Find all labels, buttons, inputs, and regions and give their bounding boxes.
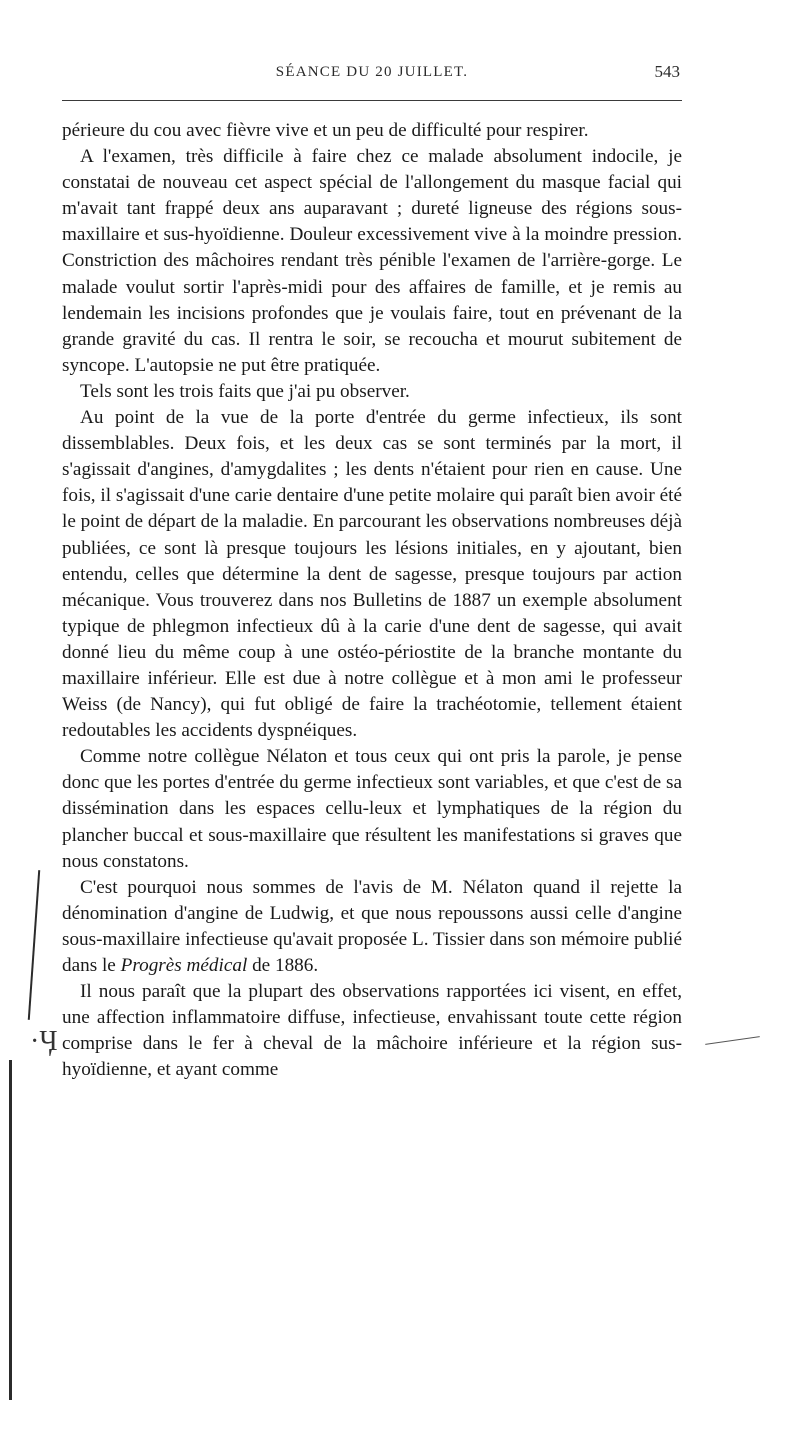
paragraph-1: périeure du cou avec fièvre vive et un peu de difficulté pour respirer. (62, 120, 589, 141)
header-rule (62, 100, 682, 101)
paragraph-6-text: C'est pourquoi nous sommes de l'avis de M. Nélaton quand il rejette la dénomination d'angine de Ludwig, et que nous repoussons aussi celle d'angine sous-maxillaire infectieuse qu'avait proposée L. Tissier dans son mémoire publié dans le (62, 876, 682, 976)
paragraph-2: A l'examen, très difficile à faire chez ce malade absolument indocile, je constatai de nouveau cet aspect spécial de l'allongement du masque facial qui m'avait tant frappé deux ans auparavant ; dureté ligneuse des régions sous-maxillaire et sus-hyoïdienne. Douleur excessivement vive à la moindre pression. Constriction des mâchoires rendant très pénible l'examen de l'arrière-gorge. Le malade voulut sortir l'après-midi pour des affaires de famille, et je remis au lendemain les incisions profondes que je voulais faire, tout en prévenant de la grande gravité du cas. Il rentra le soir, se recoucha et mourut subitement de syncope. L'autopsie ne put être pratiquée. (62, 146, 682, 376)
margin-right-dash (705, 1036, 760, 1045)
paragraph-7: Il nous paraît que la plupart des observations rapportées ici visent, en effet, une affection inflammatoire diffuse, infectieuse, envahissant toute cette région comprise dans le fer à cheval de la mâchoire inférieure et la région sus-hyoïdienne, et ayant comme (62, 981, 682, 1081)
paragraph-3: Tels sont les trois faits que j'ai pu observer. (80, 380, 410, 402)
paragraph-5: Comme notre collègue Nélaton et tous ceux qui ont pris la parole, je pense donc que les portes d'entrée du germe infectieux sont variables, et que c'est de sa dissémination dans les espaces cellu-leux et lymphatiques de la région du plancher buccal et sous-maxillaire que résultent les manifestations si graves que nous constatons. (62, 746, 682, 872)
margin-bracket-line (28, 870, 40, 1020)
page-number: 543 (654, 62, 680, 81)
margin-annotation-mark: ·Ӌ (30, 1026, 58, 1057)
paragraph-6-end: de 1886. (247, 955, 319, 976)
body-text (62, 118, 682, 1083)
running-header (62, 58, 682, 88)
paragraph-4: Au point de la vue de la porte d'entrée du germe infectieux, ils sont dissemblables. Deux fois, et les deux cas se sont terminés par la mort, il s'agissait d'angines, d'amygdalites ; les dents n'étaient pour rien en cause. Une fois, il s'agissait d'une carie dentaire d'une petite molaire qui paraît bien avoir été le point de départ de la maladie. En parcourant les observations nombreuses déjà publiées, ce sont là presque toujours les lésions initiales, en y ajoutant, bien entendu, celles que détermine la dent de sagesse, presque toujours par action mécanique. Vous trouverez dans nos Bulletins de 1887 un exemple absolument typique de phlegmon infectieux dû à la carie d'une dent de sagesse, qui avait donné lieu du même coup à une ostéo-périostite de la branche montante du maxillaire inférieur. Elle est due à notre collègue et à mon ami le professeur Weiss (de Nancy), qui fut obligé de faire la trachéotomie, tellement étaient redoutables les accidents dyspnéiques. (62, 407, 682, 742)
running-title: SÉANCE DU 20 JUILLET. (275, 64, 469, 80)
paragraph-6 (62, 875, 682, 979)
margin-vertical-line (9, 1060, 12, 1400)
journal-title: Progrès médical (120, 955, 248, 976)
